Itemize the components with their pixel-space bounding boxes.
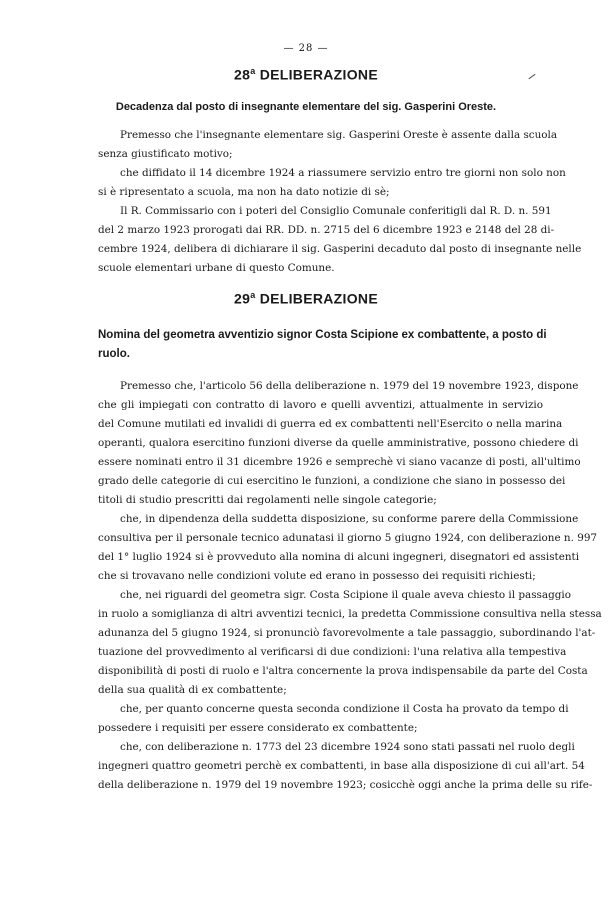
section-29-heading [0, 290, 612, 307]
section-28-subtitle: Decadenza dal posto di insegnante elementare del sig. Gasperini Oreste. [115, 101, 497, 113]
text-line: consultiva per il personale tecnico adunatasi il giorno 5 giugno 1924, con deliberazione n. 997 [98, 532, 598, 544]
text-line: disponibilità di posti di ruolo e l'altra concernente la prova indispensabile da parte del Costa [98, 665, 588, 677]
section-28-heading [0, 66, 612, 83]
text-line: che, con deliberazione n. 1773 del 23 dicembre 1924 sono stati passati nel ruolo degli [120, 741, 575, 753]
text-line: operanti, qualora esercitino funzioni diverse da quelle amministrative, possono chiedere di [98, 437, 579, 449]
text-line: Premesso che, l'articolo 56 della deliberazione n. 1979 del 19 novembre 1923, dispone [120, 380, 579, 392]
text-line: che, per quanto concerne questa seconda condizione il Costa ha provato da tempo di [120, 703, 569, 715]
section-29-subtitle [98, 326, 547, 364]
heading-number: 29 [234, 290, 251, 307]
text-line: che gli impiegati con contratto di lavoro e quelli avventizi, attualmente in servizio [98, 399, 543, 411]
text-line: che si trovavano nelle condizioni volute ed erano in possesso dei requisiti richiesti; [98, 570, 536, 582]
text-line: della sua qualità di ex combattente; [98, 684, 287, 696]
text-line: essere nominati entro il 31 dicembre 1926 e semprechè vi siano vacanze di posti, all'ultimo [98, 456, 581, 468]
heading-sup: a [250, 66, 256, 76]
page-number: — 28 — [283, 43, 329, 54]
text-line: scuole elementari urbane di questo Comune. [98, 262, 335, 274]
text-line: del Comune mutilati ed invalidi di guerra ed ex combattenti nell'Esercito o nella marina [98, 418, 563, 430]
heading-word: DELIBERAZIONE [259, 66, 378, 83]
text-line: adunanza del 5 giugno 1924, si pronunciò favorevolmente a tale passaggio, subordinando l'at- [98, 627, 596, 639]
heading-number: 28 [234, 66, 251, 83]
text-line: in ruolo a somiglianza di altri avventizi tecnici, la predetta Commissione consultiva nella stessa [98, 608, 602, 620]
heading-word: DELIBERAZIONE [259, 290, 378, 307]
text-line: tuazione del provvedimento al verificarsi di due condizioni: l'una relativa alla tempestiva [98, 646, 567, 658]
section-28-body [98, 126, 582, 278]
text-line: cembre 1924, delibera di dichiarare il sig. Gasperini decaduto dal posto di insegnante nelle [98, 243, 582, 255]
text-line: senza giustificato motivo; [98, 148, 233, 160]
text-line: Il R. Commissario con i poteri del Consiglio Comunale conferitigli dal R. D. n. 591 [120, 205, 552, 217]
section-29-body [98, 377, 602, 795]
text-line: Premesso che l'insegnante elementare sig. Gasperini Oreste è assente dalla scuola [120, 129, 558, 141]
text-line: che, nei riguardi del geometra sigr. Costa Scipione il quale aveva chiesto il passaggio [120, 589, 571, 601]
text-line: del 2 marzo 1923 prorogati dai RR. DD. n. 2715 del 6 dicembre 1923 e 2148 del 28 di- [98, 224, 555, 236]
text-line: grado delle categorie di cui esercitino le funzioni, a condizione che siano in possesso dei [98, 475, 566, 487]
text-line: titoli di studio prescritti dai regolamenti nelle singole categorie; [98, 494, 437, 506]
text-line: del 1° luglio 1924 si è provveduto alla nomina di alcuni ingegneri, disegnatori ed assistenti [98, 551, 580, 563]
subtitle-line: ruolo. [98, 348, 130, 360]
subtitle-line: Nomina del geometra avventizio signor Costa Scipione ex combattente, a posto di [98, 329, 547, 341]
text-line: che diffidato il 14 dicembre 1924 a riassumere servizio entro tre giorni non solo non [120, 167, 566, 179]
text-line: che, in dipendenza della suddetta disposizione, su conforme parere della Commissione [120, 513, 579, 525]
text-line: ingegneri quattro geometri perchè ex combattenti, in base alla disposizione di cui all'art. 54 [98, 760, 585, 772]
text-line: possedere i requisiti per essere considerato ex combattente; [98, 722, 418, 734]
text-line: della deliberazione n. 1979 del 19 novembre 1923; cosicchè oggi anche la prima delle su rife- [98, 779, 593, 791]
heading-sup: a [250, 290, 256, 300]
text-line: si è ripresentato a scuola, ma non ha dato notizie di sè; [98, 186, 390, 198]
